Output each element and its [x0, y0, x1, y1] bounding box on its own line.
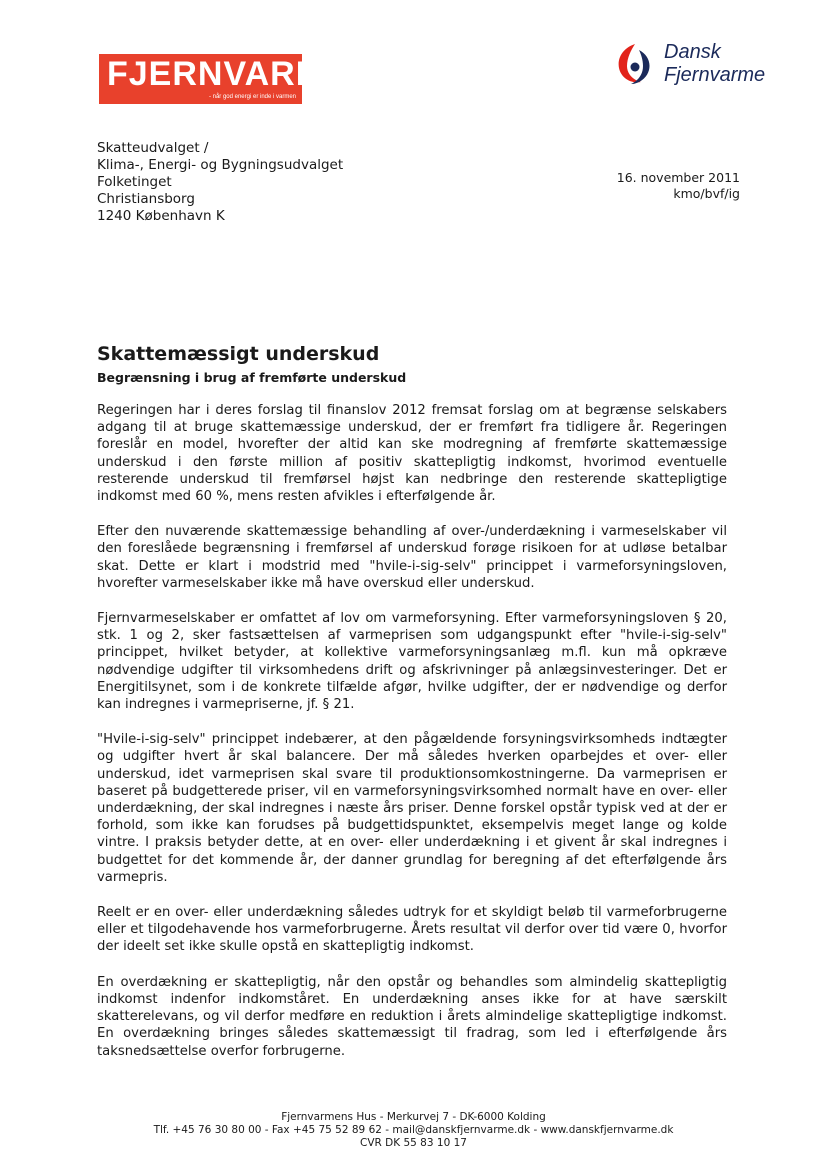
body-paragraph: "Hvile-i-sig-selv" princippet indebærer, at den pågældende forsyningsvirksomheds indtægter og udgifter hvert år skal balancere. Der må således hverken oparbejdes et over- eller underskud, idet varmeprisen skal svare til produktionsomkostningerne. Da varmeprisen er baseret på budgetterede priser, vil en varmeforsyningsvirksomhed normalt have en over- eller underdækning, der skal indregnes i næste års priser. Denne forskel opstår typisk ved at der er forhold, som ikke kan forudses på budgettidspunktet, eksempelvis meget lange og kolde vintre. I praksis betyder dette, at en over- eller underdækning i et givent år skal indregnes i budgettet for det kommende år, der danner grundlag for beregning af det efterfølgende års varmepris.: [97, 732, 727, 885]
letter-footer: [0, 1111, 827, 1150]
logo-brand-line1: Dansk: [664, 41, 721, 63]
logo-brand-line2: Fjernvarme: [664, 64, 766, 86]
footer-cvr: CVR DK 55 83 10 17: [360, 1137, 467, 1149]
document-title: Skattemæssigt underskud: [97, 343, 380, 365]
body-paragraph: Reelt er en over- eller underdækning således udtryk for et skyldigt beløb til varmeforbrugerne eller et tilgodehavende hos varmeforbrugerne. Årets resultat vil derfor over tid være 0, hvorfor der ideelt set ikke skulle opstå en skattepligtig indkomst.: [97, 905, 727, 955]
address-line: Folketinget: [97, 174, 172, 190]
letter-date: 16. november 2011: [616, 170, 740, 185]
address-line: Skatteudvalget /: [97, 140, 209, 156]
recipient-address: [97, 140, 343, 225]
fjernvarme-logo: [99, 54, 349, 104]
flame-icon: [613, 40, 657, 88]
dansk-fjernvarme-logo: [613, 40, 773, 90]
letter-meta: [617, 170, 740, 202]
body-paragraph: En overdækning er skattepligtig, når den opstår og behandles som almindelig skattepligtig indkomst indenfor indkomståret. En underdækning anses ikke for at have særskilt skatterelevans, og vil derfor medføre en reduktion i årets almindelige skattepligtige indkomst. En overdækning bringes således skattemæssigt til fradrag, som led i efterfølgende års taksnedsættelse overfor forbrugerne.: [97, 974, 727, 1059]
document-subtitle: Begrænsning i brug af fremførte underskud: [97, 370, 407, 385]
body-paragraph: Efter den nuværende skattemæssige behandling af over-/underdækning i varmeselskaber vil den foreslåede begrænsning i fremførsel af underskud forøge risikoen for at udløse betalbar skat. Dette er klart i modstrid med "hvile-i-sig-selv" princippet i varmeforsyningsloven, hvorefter varmeselskaber ikke må have overskud eller underskud.: [97, 524, 727, 591]
address-line: Christiansborg: [97, 191, 195, 207]
address-line: 1240 København K: [97, 208, 225, 224]
body-paragraph: Fjernvarmeselskaber er omfattet af lov om varmeforsyning. Efter varmeforsyningsloven § 20, stk. 1 og 2, sker fastsættelsen af varmeprisen som udgangspunkt efter "hvile-i-sig-selv" princippet, hvilket betyder, at kollektive varmeforsyningsanlæg m.fl. kun må opkræve nødvendige udgifter til virksomhedens drift og afskrivninger på anlægsinvesteringer. Det er Energitilsynet, som i de konkrete tilfælde afgør, hvilke udgifter, der er nødvendige og derfor kan indregnes i varmepriserne, jf. § 21.: [97, 611, 727, 713]
letter-body: [97, 402, 727, 1078]
footer-contact: Tlf. +45 76 30 80 00 - Fax +45 75 52 89 62 - mail@danskfjernvarme.dk - www.danskfjernvarme.dk: [153, 1124, 674, 1136]
footer-address: Fjernvarmens Hus - Merkurvej 7 - DK-6000 Kolding: [281, 1111, 546, 1123]
letter-reference: kmo/bvf/ig: [673, 186, 740, 201]
logo-wordmark: FJERNVARME: [107, 55, 349, 93]
address-line: Klima-, Energi- og Bygningsudvalget: [97, 157, 344, 173]
logo-tagline: - når god energi er inde i varmen: [208, 94, 296, 100]
body-paragraph: Regeringen har i deres forslag til finanslov 2012 fremsat forslag om at begrænse selskabers adgang til at bruge skattemæssige underskud, der er fremført fra tidligere år. Regeringen foreslår en model, hvorefter der altid kan ske modregning af fremførte skattemæssige underskud i den første million af positiv skattepligtig indkomst, hvorimod eventuelle resterende underskud til fremførsel højst kan nedbringe den resterende skattepligtige indkomst med 60 %, mens resten afvikles i efterfølgende år.: [97, 403, 727, 505]
